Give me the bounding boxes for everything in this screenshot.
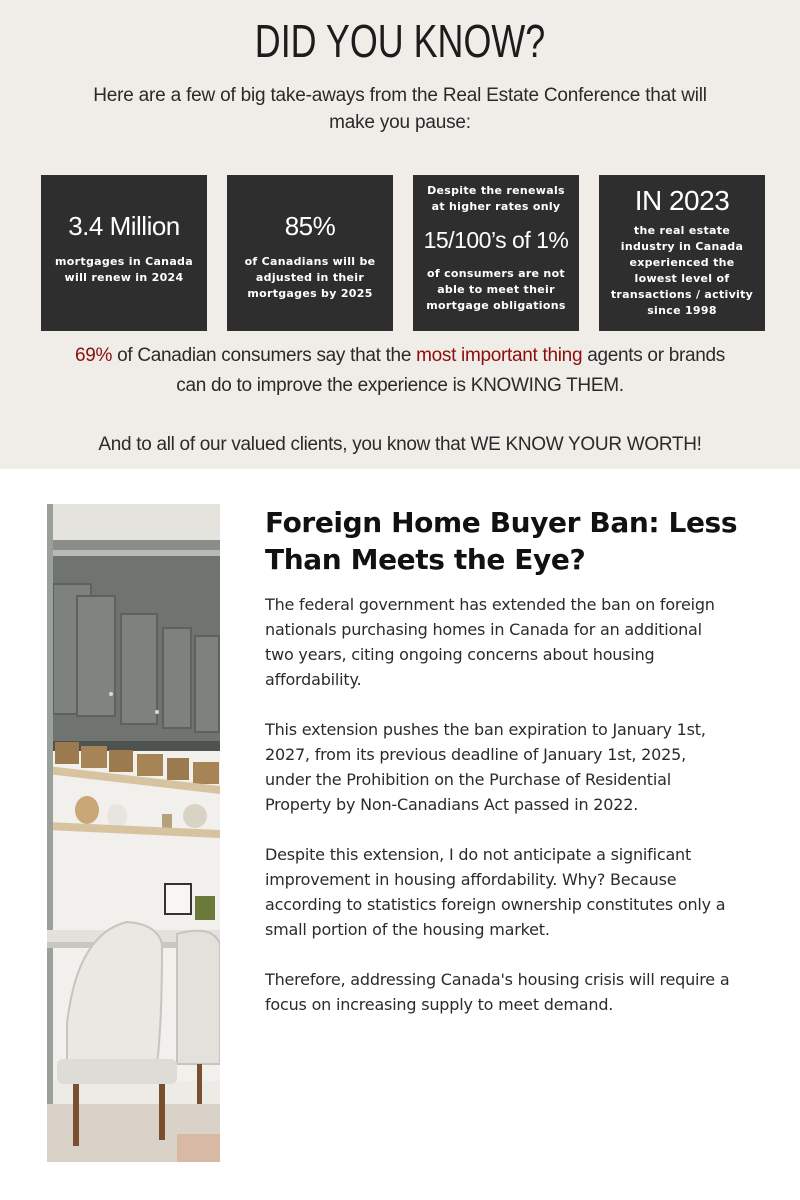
stat-pre-caption: Despite the renewals at higher rates only: [427, 184, 565, 213]
stat-caption: mortgages in Canada will renew in 2024: [55, 255, 193, 284]
quote-text-2: agents or brands can do to improve the experience is KNOWING THEM.: [176, 345, 725, 396]
quote-highlight: most important thing: [416, 345, 583, 366]
stat-caption: of Canadians will be adjusted in their mortgages by 2025: [244, 255, 376, 300]
stat-card-mortgages: [41, 175, 207, 331]
stat-card-renewals: [413, 175, 579, 331]
stat-value: 3.4 Million: [68, 211, 180, 241]
quote-percent: 69%: [75, 345, 113, 366]
closing-text: And to all of our valued clients, you know that WE KNOW YOUR WORTH!: [98, 434, 702, 455]
stat-value: 15/100’s of 1%: [423, 227, 569, 253]
quote-text-1: of Canadian consumers say that the: [112, 345, 417, 366]
article-paragraph: This extension pushes the ban expiration to January 1st, 2027, from its previous deadline of January 1st, 2025, under the Prohibition on the Purchase of Residential Property by Non-Canadians Act passed in 2022.: [265, 720, 706, 814]
stat-caption: of consumers are not able to meet their mortgage obligations: [426, 267, 566, 312]
article-paragraph: Despite this extension, I do not anticipate a significant improvement in housing affordability. Why? Because according to statistics foreign ownership constitutes only a small portion of the housing market.: [265, 845, 726, 939]
page-title: DID YOU KNOW?: [254, 15, 546, 67]
stat-caption: the real estate industry in Canada experienced the lowest level of transactions / activity since 1998: [610, 224, 754, 317]
intro-text: Here are a few of big take-aways from the Real Estate Conference that will make you pause:: [93, 85, 707, 133]
article-paragraph: The federal government has extended the ban on foreign nationals purchasing homes in Canada for an additional two years, citing ongoing concerns about housing affordability.: [265, 595, 715, 689]
stat-value: IN 2023: [634, 185, 730, 216]
stat-value: 85%: [284, 211, 336, 241]
kitchen-office-photo: [47, 504, 220, 1162]
article-title: Foreign Home Buyer Ban: Less Than Meets the Eye?: [265, 506, 738, 576]
stat-card-canadians: [227, 175, 393, 331]
stat-card-2023: [599, 175, 765, 331]
article-body: [265, 592, 735, 1042]
did-you-know-section: [0, 0, 800, 469]
consumer-quote: [60, 341, 740, 401]
article-paragraph: Therefore, addressing Canada's housing crisis will require a focus on increasing supply to meet demand.: [265, 970, 730, 1014]
